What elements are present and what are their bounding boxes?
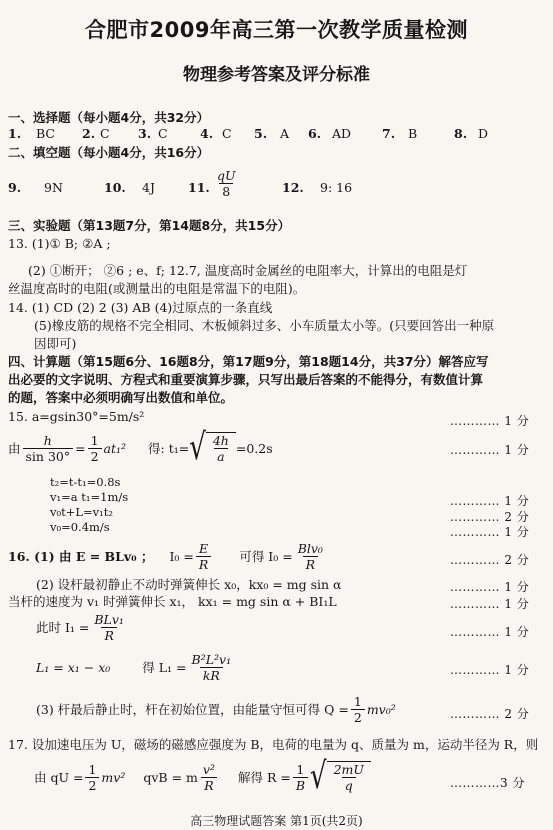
q16-l1-def: L₁ = x₁ − x₀	[36, 659, 111, 675]
q13-part2-cont: 丝温度高时的电阻(或测量出的电阻是常温下的电阻)。	[8, 281, 306, 296]
q16-frac4-den: kR	[202, 667, 220, 683]
q8-answer: D	[478, 126, 489, 141]
q14-part5: (5)橡皮筋的规格不完全相同、木板倾斜过多、小车质量太小等。(只要回答出一种原	[34, 318, 495, 333]
q16-score-5: ………… 1 分	[450, 663, 530, 677]
q6-number: 6.	[308, 126, 322, 141]
q14-part5-cont: 因即可)	[34, 336, 77, 351]
q15-you: 由	[8, 441, 21, 456]
q15-line6: v₀=0.4m/s	[50, 520, 110, 534]
q15-line2: 由 $\frac{h}{\sin 30^\circ}$ = $\frac{1}{2}$ at₁² 得: t₁= √ $\frac{4h}{a}$ =0.2s	[8, 427, 273, 469]
q16-current: 此时 I₁ =	[36, 620, 90, 635]
q16-energy: (3) 杆最后静止时，杆在初始位置，由能量守恒可得 Q =	[36, 702, 349, 717]
q14-part1: 14. (1) CD (2) 2 (3) AB (4)过原点的一条直线	[8, 300, 273, 315]
q7-answer: B	[408, 126, 418, 141]
q15-sqrt-den: a	[217, 449, 225, 464]
q16-frac2-den: R	[305, 556, 316, 572]
q15-score-2: ………… 1 分	[450, 443, 530, 457]
q16-frac2-num: Blv₀	[297, 540, 323, 556]
q16-line4	[36, 608, 129, 646]
q1-number: 1.	[8, 126, 22, 141]
q3-answer: C	[158, 126, 168, 141]
q15-frac2-num: 1	[90, 432, 99, 448]
q16-part1: 16. (1) 由 E = BLv₀ ；	[8, 549, 154, 564]
q16-frac1-num: E	[199, 540, 209, 556]
q15-score-5: ………… 1 分	[450, 525, 530, 539]
q16-score-2: ………… 1 分	[450, 580, 530, 594]
q3-number: 3.	[138, 126, 152, 141]
q15-line4: v₁=a t₁=1m/s	[50, 490, 129, 504]
q16-line6	[36, 690, 396, 728]
q6-answer: AD	[332, 126, 352, 141]
section-4-heading-3: 的题，答案中必须明确写出数值和单位。	[8, 390, 234, 405]
q17-frac1-den: 2	[85, 777, 99, 793]
page-subtitle: 物理参考答案及评分标准	[183, 65, 370, 85]
section-1-heading: 一、选择题（每小题4分，共32分）	[8, 110, 210, 125]
q12-answer: 9: 16	[320, 180, 353, 195]
q5-answer: A	[280, 126, 290, 141]
q15-line5: v₀t+L=v₁t₂	[50, 505, 113, 519]
q15-score-4: ………… 2 分	[450, 510, 530, 524]
q15-frac1-num: h	[43, 432, 52, 448]
q2-number: 2.	[82, 126, 96, 141]
q16-line1	[8, 537, 328, 575]
q17-sqrt-den: q	[344, 778, 353, 793]
q15-equals: =	[75, 440, 86, 456]
q16-frac5-num: 1	[353, 693, 362, 709]
q17-line2: 由 qU = $\frac{1}{2}$ mv² qvB = m $\frac{\text{v²}}{R}$ 解得 R = $\frac{1}{B}$ √ $\frac{2mU}{q}$	[8, 755, 371, 799]
q16-line3: 当杆的速度为 v₁ 时弹簧伸长 x₁， kx₁ = mg sin α + BI₁L	[8, 594, 337, 609]
q16-line5	[36, 648, 236, 686]
q17-qvb: qvB = m	[143, 769, 198, 785]
q16-l1-get: 得 L₁ =	[142, 660, 187, 675]
page-title: 合肥市2009年高三第一次教学质量检测	[85, 18, 468, 42]
q17-frac3-num: 1	[296, 761, 305, 777]
q2-answer: C	[100, 126, 110, 141]
q16-score-4: ………… 1 分	[450, 625, 530, 639]
q17-frac1-num: 1	[88, 761, 97, 777]
q17-mv2: mv²	[101, 769, 126, 785]
q15-score-1: ………… 1 分	[450, 414, 530, 428]
q17-frac2-num: v²	[202, 761, 215, 777]
section-4-heading-2: 出必要的文字说明、方程式和重要演算步骤，只写出最后答案的不能得分，有数值计算	[8, 372, 484, 387]
q15-therefore: 得: t₁=	[148, 441, 190, 456]
q15-sqrt-num: 4h	[212, 433, 229, 448]
q7-number: 7.	[382, 126, 396, 141]
q16-i0: I₀ =	[169, 548, 194, 564]
q16-frac5-den: 2	[351, 709, 365, 725]
q16-score-6: ………… 2 分	[450, 707, 530, 721]
q15-frac2-den: 2	[88, 448, 102, 464]
q12-number: 12.	[282, 180, 304, 195]
q15-frac1-den: sin 30°	[23, 448, 74, 464]
q11-fraction	[212, 168, 241, 199]
q16-then: 可得 I₀ =	[239, 549, 293, 564]
section-2-heading: 二、填空题（每小题4分，共16分）	[8, 145, 210, 160]
q16-frac3-den: R	[104, 627, 114, 643]
q17-solve: 解得 R =	[237, 770, 291, 785]
q17-you: 由 qU =	[34, 770, 84, 785]
q16-frac1-den: R	[198, 556, 209, 572]
q1-answer: BC	[36, 126, 55, 141]
q16-frac4-num: B²L²v₁	[191, 651, 232, 667]
q17-frac3-den: B	[295, 777, 305, 793]
q16-frac3-num: BLv₁	[94, 611, 124, 627]
q13-part1: 13. (1)① B; ②A ;	[8, 236, 111, 251]
q16-score-3: ………… 1 分	[450, 597, 530, 611]
q11-numerator: qU	[217, 168, 236, 183]
q15-line1: 15. a=gsin30°=5m/s²	[8, 409, 145, 424]
q17-frac2-den: R	[204, 777, 214, 793]
q16-line2: (2) 设杆最初静止不动时弹簧伸长 x₀，kx₀ = mg sin α	[36, 577, 342, 592]
q5-number: 5.	[254, 126, 268, 141]
q15-line3: t₂=t-t₁=0.8s	[50, 475, 121, 489]
q11-number: 11.	[188, 180, 210, 195]
page-footer: 高三物理试题答案 第1页(共2页)	[190, 814, 363, 828]
q4-number: 4.	[200, 126, 214, 141]
q15-at2: at₁²	[103, 440, 127, 456]
q17-line1: 17. 设加速电压为 U，磁场的磁感应强度为 B，电荷的电量为 q、质量为 m，运动半径为 R，则	[8, 737, 539, 752]
q13-part2: (2) ①断开； ②6 ; e、f; 12.7, 温度高时金属丝的电阻率大，计算出的电阻是灯	[28, 263, 468, 278]
q10-answer: 4J	[142, 180, 155, 195]
q9-answer: 9N	[44, 180, 63, 195]
q16-mv02: mv₀²	[366, 701, 396, 717]
q17-sqrt-num: 2mU	[333, 762, 364, 777]
q10-number: 10.	[104, 180, 126, 195]
q15-result: =0.2s	[235, 440, 273, 456]
q9-number: 9.	[8, 180, 22, 195]
q4-answer: C	[222, 126, 232, 141]
q8-number: 8.	[454, 126, 468, 141]
q16-score-1: ………… 2 分	[450, 553, 530, 567]
q11-denominator: 8	[219, 183, 233, 199]
q17-score-1: …………3 分	[450, 776, 525, 790]
section-4-heading-1: 四、计算题（第15题6分、16题8分，第17题9分，第18题14分，共37分）解答应写	[8, 354, 489, 369]
section-3-heading: 三、实验题（第13题7分，第14题8分，共15分）	[8, 218, 291, 233]
q15-score-3: ………… 1 分	[450, 494, 530, 508]
